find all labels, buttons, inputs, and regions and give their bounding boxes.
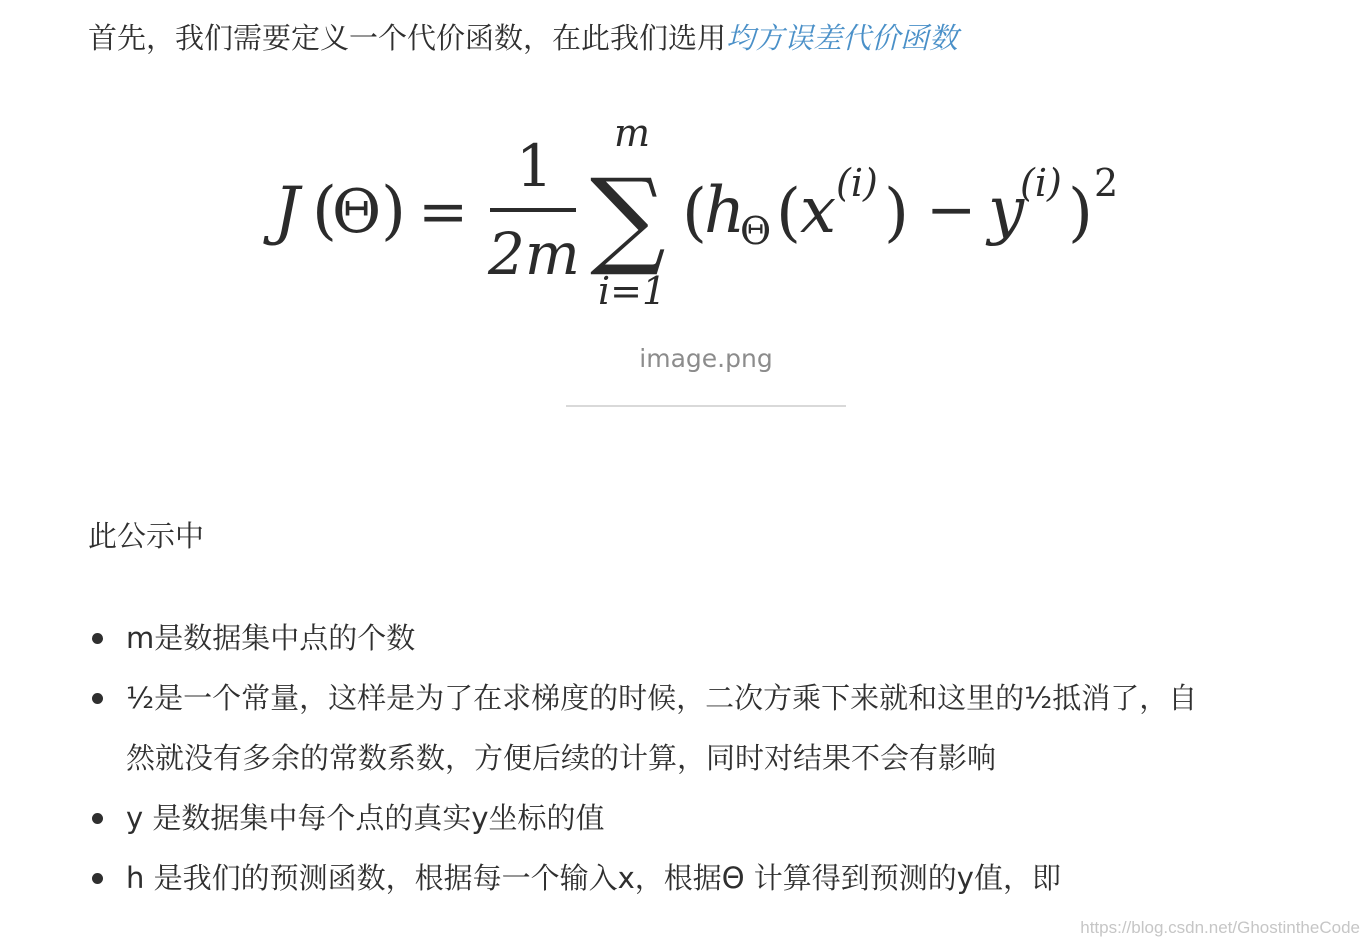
intro-text: 首先，我们需要定义一个代价函数，在此我们选用 [88, 21, 727, 55]
formula-theta: Θ [332, 177, 382, 247]
sum-lower-limit: i=1 [598, 269, 667, 313]
cost-function-formula [0, 0, 1368, 330]
open-paren: ( [682, 176, 707, 250]
formula-image [0, 0, 1368, 330]
bullet-icon [92, 873, 103, 884]
fraction-numerator: 1 [516, 132, 553, 200]
close-paren: ) [1068, 176, 1093, 250]
x-variable: x [800, 174, 837, 248]
bullet-icon [92, 633, 103, 644]
y-variable: y [988, 174, 1025, 248]
list-item [90, 788, 1330, 848]
formula-lhs-J: J [274, 174, 300, 248]
image-caption: image.png [639, 344, 773, 373]
list-item [90, 848, 1330, 908]
h-function: h [704, 174, 746, 248]
list-item-text: y 是数据集中每个点的真实y坐标的值 [126, 801, 605, 835]
definition-list [90, 608, 1330, 908]
list-item-text: m是数据集中点的个数 [126, 621, 416, 655]
watermark: https://blog.csdn.net/GhostintheCode [1080, 918, 1360, 937]
list-item [90, 668, 1330, 788]
y-superscript: (i) [1020, 161, 1062, 205]
bullet-icon [92, 693, 103, 704]
h-subscript-theta: Θ [740, 209, 772, 253]
fraction-bar [490, 208, 576, 212]
sum-upper-limit: m [614, 111, 651, 155]
formula-lparen: ( [312, 174, 337, 248]
sum-symbol: ∑ [590, 156, 666, 279]
mse-cost-function-link[interactable]: 均方误差代价函数 [726, 21, 959, 55]
caption-divider [566, 405, 846, 407]
list-item-text: h 是我们的预测函数，根据每一个输入x，根据Θ 计算得到预测的y值，即 [126, 861, 1061, 895]
x-close-paren: ) [884, 176, 909, 250]
square-exponent: 2 [1094, 161, 1119, 205]
formula-equals: = [418, 177, 469, 247]
x-superscript: (i) [836, 161, 878, 205]
fraction-denominator: 2m [488, 220, 580, 288]
formula-rparen: ) [381, 174, 406, 248]
list-item-text-continued: 然就没有多余的常数系数，方便后续的计算，同时对结果不会有影响 [126, 741, 997, 775]
list-item-text: ½是一个常量，这样是为了在求梯度的时候，二次方乘下来就和这里的½抵消了，自 [126, 681, 1198, 715]
bullet-icon [92, 813, 103, 824]
x-open-paren: ( [776, 176, 801, 250]
minus-sign: − [926, 175, 977, 245]
list-item [90, 608, 1330, 668]
section-label: 此公示中 [88, 519, 205, 553]
